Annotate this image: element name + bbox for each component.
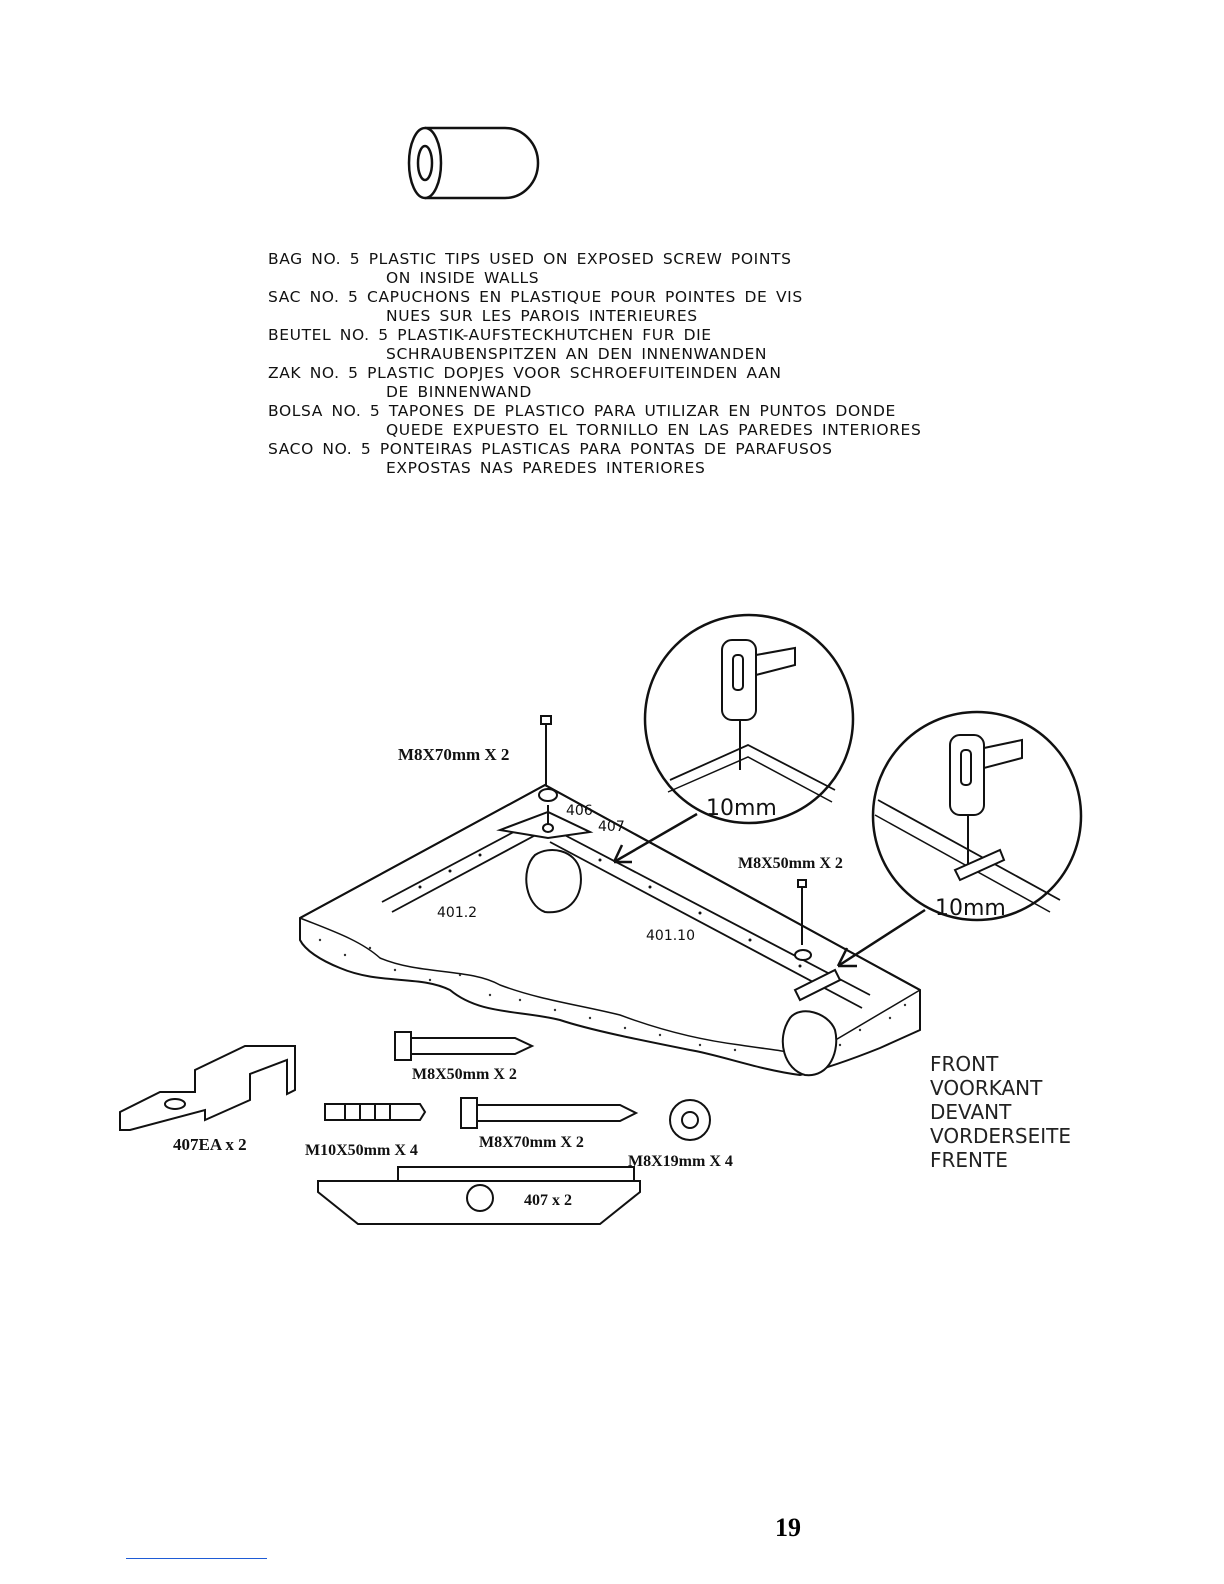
instruction-line: SAC NO. 5 CAPUCHONS EN PLASTIQUE POUR POINTES DE VIS <box>268 288 803 306</box>
front-label: DEVANT <box>930 1100 1012 1124</box>
drill-detail-1 <box>645 615 853 823</box>
instruction-line: EXPOSTAS NAS PAREDES INTERIORES <box>386 459 706 477</box>
label-401-2: 401.2 <box>437 905 478 921</box>
instruction-line: NUES SUR LES PAROIS INTERIEURES <box>386 307 698 325</box>
instruction-line: QUEDE EXPUESTO EL TORNILLO EN LAS PAREDES INTERIORES <box>386 421 922 439</box>
screw-m8x70-icon <box>461 1098 636 1128</box>
label-407ea: 407EA x 2 <box>173 1135 247 1154</box>
label-screw-m8x70: M8X70mm X 2 <box>479 1134 584 1151</box>
label-plate-407: 407 x 2 <box>524 1192 572 1209</box>
label-screw-m8x50: M8X50mm X 2 <box>412 1066 517 1083</box>
front-label: FRONT <box>930 1052 999 1076</box>
page-number: 19 <box>775 1513 801 1542</box>
screw-m8x50-icon <box>395 1032 532 1060</box>
anchor-m10-icon <box>325 1104 425 1120</box>
bag-instructions <box>268 250 988 478</box>
plate-407-icon <box>318 1167 640 1224</box>
bracket-407ea-icon <box>120 1046 295 1130</box>
instruction-line: BOLSA NO. 5 TAPONES DE PLASTICO PARA UTILIZAR EN PUNTOS DONDE <box>268 402 896 420</box>
washer-icon <box>670 1100 710 1140</box>
instruction-line: BAG NO. 5 PLASTIC TIPS USED ON EXPOSED SCREW POINTS <box>268 250 792 268</box>
front-label: VOORKANT <box>930 1076 1043 1100</box>
instruction-line: DE BINNENWAND <box>386 383 532 401</box>
front-label: VORDERSEITE <box>930 1124 1071 1148</box>
plastic-tip-icon <box>409 128 538 198</box>
label-drill-depth-2: 10mm <box>935 896 1006 921</box>
label-washer-m8x19: M8X19mm X 4 <box>628 1153 733 1170</box>
label-anchor-m10x50: M10X50mm X 4 <box>305 1142 418 1159</box>
anchor-cutaway-2 <box>783 1011 836 1075</box>
front-labels <box>930 1052 1071 1172</box>
instruction-line: ON INSIDE WALLS <box>386 269 540 287</box>
instruction-line: SCHRAUBENSPITZEN AN DEN INNENWANDEN <box>386 345 768 363</box>
label-m8x70-top: M8X70mm X 2 <box>398 745 510 764</box>
label-407: 407 <box>598 819 625 835</box>
anchor-cutaway-1 <box>526 850 581 912</box>
front-label: FRENTE <box>930 1148 1008 1172</box>
drill-detail-2 <box>873 712 1081 920</box>
instruction-line: ZAK NO. 5 PLASTIC DOPJES VOOR SCHROEFUITEINDEN AAN <box>268 364 782 382</box>
label-406: 406 <box>566 803 593 819</box>
label-401-10: 401.10 <box>646 928 695 944</box>
instruction-line: BEUTEL NO. 5 PLASTIK-AUFSTECKHUTCHEN FUR DIE <box>268 326 712 344</box>
footer-rule <box>126 1558 267 1559</box>
label-m8x50-right: M8X50mm X 2 <box>738 855 843 872</box>
label-drill-depth-1: 10mm <box>706 796 777 821</box>
instruction-line: SACO NO. 5 PONTEIRAS PLASTICAS PARA PONTAS DE PARAFUSOS <box>268 440 833 458</box>
